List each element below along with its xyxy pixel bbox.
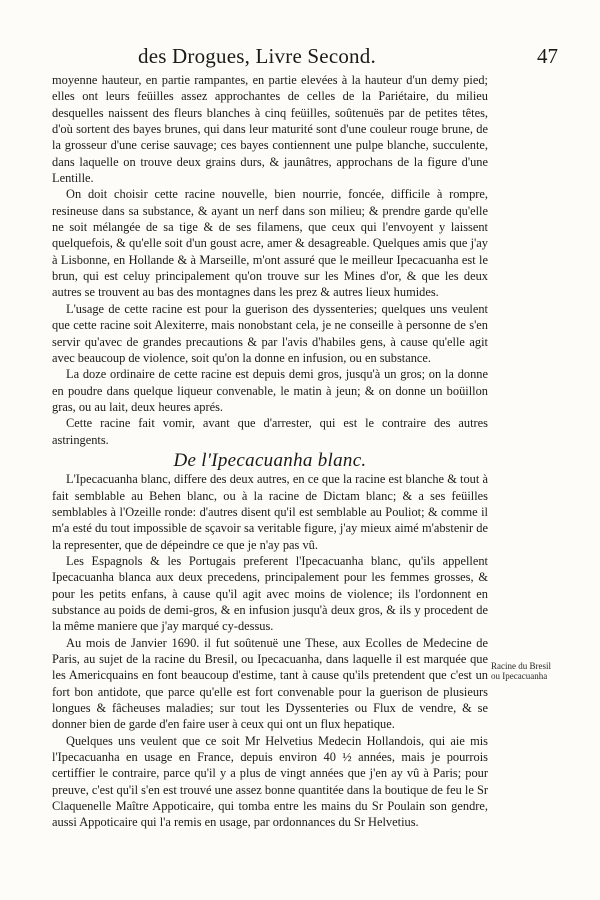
main-text: [52, 72, 488, 831]
paragraph-choosing: On doit choisir cette racine nouvelle, bien nourrie, foncée, difficile à rompre, resineuse dans sa substance, & ayant un nerf dans son milieu; & prendre garde qu'elle ne soit mélangée de sa tige & de ses filamens, que ceux qui l'envoyent y laissent quelquefois, & qu'elle soit d'un goust acre, amer & desagreable. Quelques amis que j'ay à Lisbonne, en Hollande & à Marseille, m'ont assuré que le meilleur Ipecacuanha est le brun, qui est celuy principalement qu'on trouve sur les Mines d'or, & que les deux autres se trouvent au bas des montagnes dans les prez & autres lieux humides.: [52, 187, 488, 300]
section-heading: De l'Ipecacuanha blanc.: [173, 449, 367, 471]
margin-note: [491, 661, 571, 681]
running-title: des Drogues, Livre Second.: [138, 44, 376, 68]
page-number: 47: [537, 44, 558, 68]
paragraph-usage: L'usage de cette racine est pour la guerison des dyssenteries; quelques uns veulent que cette racine soit Alexiterre, mais nonobstant cela, je ne conseille à personne de s'en servir qu'avec de grandes precautions & par l'avis d'habiles gens, à cause qu'elle agit avec beaucoup de violence, soit qu'on la donne en infusion, ou en substance.: [52, 301, 488, 365]
paragraph-continuation: moyenne hauteur, en partie rampantes, en partie elevées à la hauteur d'un demy pied; elles ont leurs feüilles assez approchantes de celles de la Pariétaire, du milieu desquelles naissent des fleurs blanches à cinq feüilles, soûtenuës par de petites têtes, d'où sortent des bayes brunes, qui dans leur maturité sont d'une couleur rouge brune, de la grosseur d'une cerise sauvage; ces bayes contiennent une pulpe blanche, succulente, dans laquelle on trouve deux grains durs, & jaunâtres, approchans de la figure d'une Lentille.: [52, 73, 488, 186]
paragraph-helvetius: Quelques uns veulent que ce soit Mr Helvetius Medecin Hollandois, qui aie mis l'Ipecacuanha en usage en France, depuis environ 40 ½ années, mais je pourrois certiffier le contraire, parce qu'il y a plus de vingt années que j'en ay vû à Paris; pour preuve, c'est qu'il s'en est trouvé une assez bonne quantitée dans la boutique de feu le Sr Claquenelle Maître Appoticaire, qui tomba entre les mains du Sr Poulain son gendre, aussi Appoticaire qui l'a remis en usage, par ordonnances du Sr Helvetius.: [52, 733, 488, 830]
paragraph-white-description: L'Ipecacuanha blanc, differe des deux autres, en ce que la racine est blanche & tout à fait semblable au Behen blanc, ou à la racine de Dictam blanc; & a ses feüilles semblables à l'Ozeille ronde: d'autres disent qu'il est semblable au Pouliot; & comme il m'a esté du tout impossible de sçavoir sa veritable figure, j'ay mieux aimé m'abstenir de la representer, que de dépeindre ce que je n'ay pas vû.: [52, 472, 488, 552]
paragraph-spanish-portuguese: Les Espagnols & les Portugais preferent l'Ipecacuanha blanc, qu'ils appellent Ipecacuanha blanca aux deux precedens, principalement pour les femmes grosses, & pour les petits enfans, à cause qu'il agit avec moins de violence; ils l'ordonnent en substance au poids de demi-gros, & en infusion jusqu'à deux gros, & ils y procedent de la même maniere que j'ay marqué cy-dessus.: [52, 553, 488, 634]
paragraph-vomit: Cette racine fait vomir, avant que d'arrester, qui est le contraire des autres astringents.: [52, 416, 488, 447]
paragraph-dose: La doze ordinaire de cette racine est depuis demi gros, jusqu'à un gros; on la donne en poudre dans quelque liqueur convenable, le matin à jeun; & on donne un boüillon gras, ou au lait, deux heures aprés.: [52, 367, 488, 414]
margin-note-line-2: ou Ipecacuanha: [491, 671, 548, 681]
margin-note-line-1: Racine du Bresil: [491, 661, 551, 671]
page-header: [138, 44, 558, 70]
paragraph-thesis-1690: Au mois de Janvier 1690. il fut soûtenuë une These, aux Ecolles de Medecine de Paris, au sujet de la racine du Bresil, ou Ipecacuanha, dans laquelle il est marquée que les Americquains en font beaucoup d'estime, tant à cause qu'ils pretendent que c'est un fort bon antidote, que parce qu'elle est fort convenable pour la guerison de plusieurs longues & fâcheuses maladies; sur tout les Dyssenteries ou Flux de vendre, & se donner bien de garde d'en faire user à ceux qui ont un flux hepatique.: [52, 635, 488, 732]
